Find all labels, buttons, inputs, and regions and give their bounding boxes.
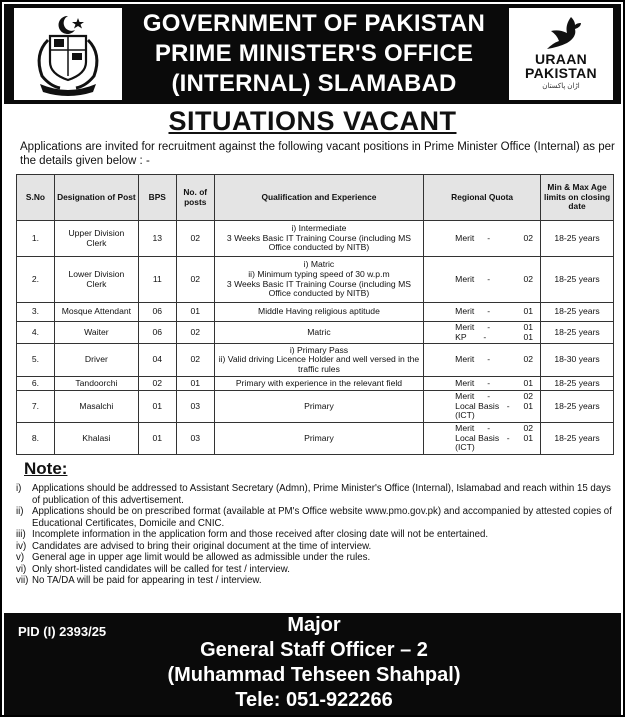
table-row — [17, 322, 614, 344]
table-body — [17, 221, 614, 455]
note-item — [16, 529, 616, 541]
quota-entry — [427, 355, 537, 365]
cell-quota — [424, 303, 541, 322]
qualification-line: Primary with experience in the relevant field — [235, 377, 403, 388]
cell-age: 18-25 years — [541, 322, 614, 344]
cell-posts: 02 — [176, 344, 214, 377]
quota-entry — [427, 307, 537, 317]
cell-designation: Lower Division Clerk — [54, 257, 138, 303]
note-item — [16, 541, 616, 553]
table-row — [17, 391, 614, 423]
cell-posts: 02 — [176, 322, 214, 344]
note-item — [16, 483, 616, 506]
qualification-line: ii) Valid driving Licence Holder and well versed in the — [218, 354, 420, 365]
quota-dash: - — [487, 322, 491, 332]
cell-sno: 6. — [17, 377, 55, 391]
quota-num: 01 — [523, 400, 534, 411]
cell-quota — [424, 221, 541, 257]
header-sno: S.No — [17, 175, 55, 221]
qualification-line: i) Intermediate — [291, 223, 347, 234]
quota-dash: - — [487, 232, 491, 243]
cell-quota — [424, 257, 541, 303]
note-text: General age in upper age limit would be allowed as admissible under the rules. — [32, 552, 371, 563]
quota-num: 01 — [523, 432, 534, 443]
note-heading: Note: — [24, 459, 68, 478]
cell-bps: 06 — [138, 322, 176, 344]
note-text: Candidates are advised to bring their original document at the time of interview. — [32, 540, 372, 552]
logo-text-uraan: URAAN — [534, 51, 588, 67]
quota-label: Merit — [455, 306, 475, 317]
cell-age: 18-25 years — [541, 391, 614, 423]
header-age: Min & Max Age limits on closing date — [541, 175, 614, 221]
state-emblem-logo — [14, 8, 122, 100]
quota-dash: - — [487, 273, 491, 284]
cell-qualification — [214, 221, 423, 257]
qualification-line: Office conducted by NITB) — [268, 242, 370, 253]
table-row — [17, 377, 614, 391]
cell-qualification — [214, 377, 423, 391]
cell-age: 18-25 years — [541, 422, 614, 454]
page-title: SITUATIONS VACANT — [168, 106, 457, 136]
qualification-line: Matric — [307, 326, 331, 337]
note-text: Only short-listed candidates will be called for test / interview. — [32, 563, 290, 575]
cell-age: 18-25 years — [541, 303, 614, 322]
cell-posts: 03 — [176, 422, 214, 454]
cell-qualification — [214, 322, 423, 344]
cell-posts: 01 — [176, 303, 214, 322]
quota-num: 01 — [523, 377, 534, 388]
quota-num: 02 — [523, 422, 534, 433]
cell-designation: Mosque Attendant — [54, 303, 138, 322]
signatory-rank: Major — [287, 614, 341, 636]
note-number: v) — [16, 552, 25, 563]
signatory-title: General Staff Officer – 2 — [200, 639, 428, 661]
quota-label: Merit — [455, 391, 475, 402]
qualification-line: Primary — [304, 400, 334, 411]
cell-posts: 03 — [176, 391, 214, 423]
cell-designation: Tandoorchi — [54, 377, 138, 391]
quota-dash: - — [487, 391, 491, 402]
quota-label: Merit — [455, 322, 475, 332]
cell-sno: 2. — [17, 257, 55, 303]
note-text: Incomplete information in the application form and those received after closing date will not be entertained. — [32, 529, 489, 540]
state-emblem-icon — [18, 10, 118, 98]
note-text: Applications should be addressed to Assistant Secretary (Admn), Prime Minister's Office (Internal), Islamabad and reach within 15 days of publication of this advertisement. — [32, 483, 611, 506]
note-number: i) — [16, 483, 22, 494]
quota-entry — [427, 434, 537, 453]
quota-label: Local Basis (ICT) — [455, 432, 500, 453]
cell-bps: 06 — [138, 303, 176, 322]
note-number: iii) — [16, 529, 26, 540]
quota-num: 01 — [523, 331, 534, 342]
note-number: iv) — [16, 540, 27, 552]
cell-designation: Khalasi — [54, 422, 138, 454]
header-posts: No. of posts — [176, 175, 214, 221]
notes-list — [16, 483, 616, 587]
cell-designation: Waiter — [54, 322, 138, 344]
quota-entry — [427, 323, 537, 333]
note-text: No TA/DA will be paid for appearing in test / interview. — [32, 575, 262, 586]
qualification-line: Office conducted by NITB) — [268, 288, 370, 299]
quota-num: 02 — [523, 273, 534, 284]
header-title-line-2: PRIME MINISTER'S OFFICE — [154, 40, 474, 67]
quota-dash: - — [487, 354, 491, 365]
quota-entry — [427, 402, 537, 421]
vacancies-table — [16, 174, 614, 455]
quota-entry — [427, 275, 537, 285]
cell-bps: 11 — [138, 257, 176, 303]
cell-bps: 13 — [138, 221, 176, 257]
cell-qualification — [214, 422, 423, 454]
quota-label: Merit — [455, 232, 475, 243]
qualification-line: 3 Weeks Basic IT Training Course (including MS — [226, 232, 411, 243]
note-item — [16, 564, 616, 576]
quota-num: 01 — [523, 306, 534, 317]
quota-num: 02 — [523, 232, 534, 243]
cell-qualification — [214, 391, 423, 423]
note-item — [16, 575, 616, 587]
cell-sno: 5. — [17, 344, 55, 377]
header-designation: Designation of Post — [54, 175, 138, 221]
cell-designation: Masalchi — [54, 391, 138, 423]
note-number: ii) — [16, 506, 24, 517]
note-number: vi) — [16, 563, 27, 575]
cell-bps: 04 — [138, 344, 176, 377]
cell-sno: 4. — [17, 322, 55, 344]
cell-quota — [424, 344, 541, 377]
cell-age: 18-25 years — [541, 257, 614, 303]
quota-label: Local Basis (ICT) — [455, 400, 500, 421]
table-row — [17, 422, 614, 454]
table-row — [17, 221, 614, 257]
cell-qualification — [214, 303, 423, 322]
note-item — [16, 552, 616, 564]
cell-bps: 02 — [138, 377, 176, 391]
cell-sno: 7. — [17, 391, 55, 423]
cell-age: 18-25 years — [541, 221, 614, 257]
quota-label: KP — [455, 331, 467, 342]
cell-bps: 01 — [138, 422, 176, 454]
quota-dash: - — [487, 306, 491, 317]
quota-dash: - — [483, 331, 487, 342]
header-title — [128, 9, 500, 99]
note-text: Applications should be on prescribed format (available at PM's Office website www.pmo.gov.pk) and accompanied by attested copies of Educational Certificates, Domicile and CNIC. — [32, 506, 612, 529]
header-title-line-1: GOVERNMENT OF PAKISTAN — [142, 10, 486, 37]
quota-num: 02 — [523, 354, 534, 365]
cell-quota — [424, 322, 541, 344]
cell-designation: Upper Division Clerk — [54, 221, 138, 257]
bird-icon — [541, 14, 581, 52]
cell-posts: 02 — [176, 257, 214, 303]
qualification-line: Primary — [304, 432, 334, 443]
signatory-phone: Tele: 051-922266 — [235, 689, 393, 711]
qualification-line: 3 Weeks Basic IT Training Course (including MS — [226, 278, 411, 289]
qualification-line: traffic rules — [298, 363, 340, 374]
quota-dash: - — [506, 432, 510, 443]
header-title-line-3: (INTERNAL) SLAMABAD — [171, 70, 457, 97]
header-bps: BPS — [138, 175, 176, 221]
note-number: vii) — [16, 575, 29, 586]
footer-banner — [4, 613, 621, 715]
note-item — [16, 506, 616, 529]
quota-label: Merit — [455, 273, 475, 284]
quota-entry — [427, 333, 537, 343]
quota-dash: - — [487, 422, 491, 433]
quota-label: Merit — [455, 377, 475, 388]
uraan-pakistan-logo — [509, 8, 613, 100]
quota-entry — [427, 379, 537, 389]
quota-label: Merit — [455, 354, 475, 365]
cell-qualification — [214, 257, 423, 303]
cell-quota — [424, 391, 541, 423]
header-qualification: Qualification and Experience — [214, 175, 423, 221]
quota-label: Merit — [455, 422, 475, 433]
table-row — [17, 344, 614, 377]
quota-dash: - — [487, 377, 491, 388]
table-header-row — [17, 175, 614, 221]
table-row — [17, 303, 614, 322]
signatory-block — [114, 613, 514, 713]
cell-posts: 01 — [176, 377, 214, 391]
quota-num: 02 — [523, 391, 534, 402]
cell-quota — [424, 422, 541, 454]
qualification-line: i) Matric — [303, 259, 335, 270]
qualification-line: ii) Minimum typing speed of 30 w.p.m — [248, 268, 390, 279]
cell-sno: 3. — [17, 303, 55, 322]
logo-text-pakistan: PAKISTAN — [525, 65, 597, 81]
cell-age: 18-25 years — [541, 377, 614, 391]
cell-sno: 8. — [17, 422, 55, 454]
qualification-line: i) Primary Pass — [289, 344, 349, 355]
quota-num: 01 — [523, 322, 534, 332]
cell-age: 18-30 years — [541, 344, 614, 377]
qualification-line: Middle Having religious aptitude — [258, 306, 380, 317]
cell-bps: 01 — [138, 391, 176, 423]
signatory-name: (Muhammad Tehseen Shahpal) — [167, 664, 461, 686]
cell-quota — [424, 377, 541, 391]
header-quota: Regional Quota — [424, 175, 541, 221]
logo-text-urdu: اڑان پاکستان — [542, 83, 580, 90]
quota-dash: - — [506, 400, 510, 411]
header-banner — [4, 4, 621, 104]
quota-entry — [427, 234, 537, 244]
pid-number: PID (I) 2393/25 — [18, 624, 107, 639]
intro-paragraph: Applications are invited for recruitment against the following vacant positions in Prime Minister Office (Internal) as per the details given below : - — [20, 141, 615, 167]
cell-designation: Driver — [54, 344, 138, 377]
cell-sno: 1. — [17, 221, 55, 257]
cell-posts: 02 — [176, 221, 214, 257]
table-row — [17, 257, 614, 303]
cell-qualification — [214, 344, 423, 377]
